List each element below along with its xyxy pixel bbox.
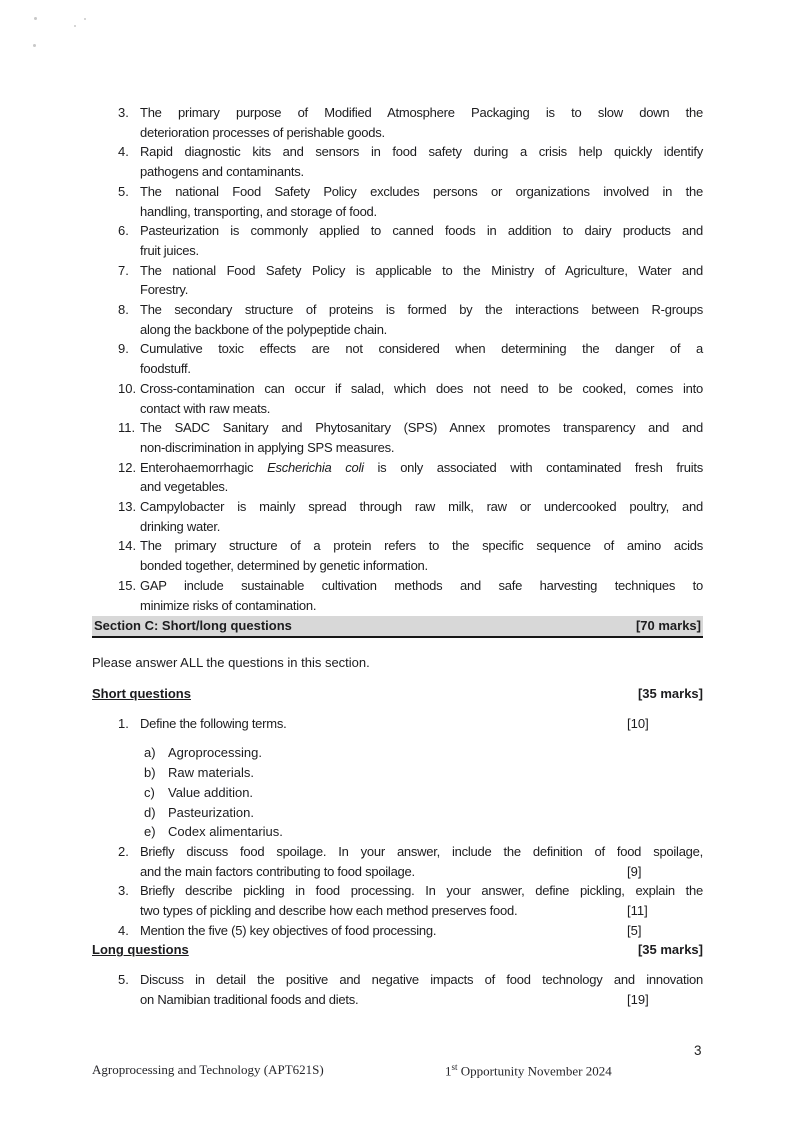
sub-item-text: Agroprocessing. [168, 745, 262, 761]
item-line: The national Food Safety Policy excludes persons or organizations involved in the [140, 183, 703, 199]
item-line: GAP include sustainable cultivation methods and safe harvesting techniques to [140, 577, 703, 593]
item-line: The national Food Safety Policy is applicable to the Ministry of Agriculture, Water and [140, 262, 703, 278]
item-line: and vegetables. [140, 479, 229, 495]
list-item [118, 970, 703, 1009]
scan-speck [84, 18, 86, 20]
item-line: drinking water. [140, 518, 221, 534]
item-line: The secondary structure of proteins is formed by the interactions between R-groups [140, 302, 703, 318]
item-line: The SADC Sanitary and Phytosanitary (SPS) Annex promotes transparency and and [140, 420, 703, 436]
item-line: deterioration processes of perishable goods. [140, 124, 385, 140]
long-questions-heading: Long questions [92, 942, 189, 958]
sub-item-letter: e) [144, 824, 156, 840]
item-body [140, 576, 703, 615]
item-body [140, 300, 703, 339]
list-item [118, 418, 703, 457]
item-body [140, 497, 703, 536]
marks-value: [10] [627, 715, 649, 731]
sub-item-letter: b) [144, 765, 156, 781]
footer-course: Agroprocessing and Technology (APT621S) [92, 1062, 324, 1077]
list-item [118, 714, 703, 842]
scan-speck [74, 25, 76, 27]
item-body [140, 536, 703, 575]
item-line: foodstuff. [140, 361, 191, 377]
list-item [118, 261, 703, 300]
item-body [140, 881, 703, 920]
item-line: contact with raw meats. [140, 400, 271, 416]
item-line: Briefly discuss food spoilage. In your answer, include the definition of food spoilage, [140, 843, 703, 859]
scan-speck [34, 17, 37, 20]
item-line: Campylobacter is mainly spread through raw milk, raw or undercooked poultry, and [140, 499, 703, 515]
item-number: 4. [118, 922, 129, 938]
footer-session [445, 1062, 612, 1079]
item-body [140, 418, 703, 457]
item-line: two types of pickling and describe how each method preserves food. [11] [140, 901, 703, 921]
item-line: along the backbone of the polypeptide chain. [140, 321, 388, 337]
item-number: 7. [118, 262, 129, 278]
list-item [118, 142, 703, 181]
section-instruction: Please answer ALL the questions in this section. [92, 655, 370, 671]
sub-items [144, 743, 703, 842]
item-body [140, 221, 703, 260]
marks-value: [19] [627, 991, 649, 1007]
item-number: 13. [118, 499, 137, 515]
item-number: 6. [118, 223, 129, 239]
sub-item-letter: c) [144, 784, 155, 800]
item-number: 12. [118, 459, 137, 475]
list-item [118, 921, 703, 941]
list-item [118, 458, 703, 497]
item-body [140, 182, 703, 221]
italic-term: Escherichia coli [267, 459, 364, 475]
item-line: minimize risks of contamination. [140, 597, 317, 613]
item-body [140, 921, 703, 941]
item-line: fruit juices. [140, 242, 199, 258]
item-body [140, 970, 703, 1009]
item-line: Forestry. [140, 282, 189, 298]
short-questions-heading: Short questions [92, 685, 191, 701]
short-questions-marks: [35 marks] [637, 685, 703, 701]
item-line: on Namibian traditional foods and diets. [19] [140, 990, 703, 1010]
sub-item [144, 763, 703, 783]
long-questions-list [118, 970, 703, 1009]
item-body [140, 339, 703, 378]
item-line: bonded together, determined by genetic information. [140, 558, 428, 574]
item-number: 2. [118, 843, 129, 859]
item-line: Mention the five (5) key objectives of food processing. [5] [140, 921, 703, 941]
sub-item-letter: d) [144, 804, 156, 820]
item-body [140, 142, 703, 181]
item-line: Cumulative toxic effects are not considered when determining the danger of a [140, 341, 703, 357]
list-item [118, 881, 703, 920]
sub-item [144, 743, 703, 763]
item-line: Rapid diagnostic kits and sensors in food safety during a crisis help quickly identify [140, 144, 703, 160]
item-number: 1. [118, 715, 129, 731]
list-item [118, 300, 703, 339]
item-body [140, 261, 703, 300]
list-item [118, 842, 703, 881]
item-body [140, 103, 703, 142]
section-c-header [92, 616, 703, 638]
scan-speck [33, 44, 36, 47]
sub-item-letter: a) [144, 745, 156, 761]
item-number: 3. [118, 883, 129, 899]
page-number: 3 [694, 1043, 702, 1058]
sub-item [144, 803, 703, 823]
list-item [118, 221, 703, 260]
item-body [140, 379, 703, 418]
page-content [92, 103, 703, 1010]
item-number: 5. [118, 972, 129, 988]
sub-item-text: Value addition. [168, 784, 254, 800]
sub-item [144, 783, 703, 803]
sub-item [144, 822, 703, 842]
item-number: 4. [118, 144, 129, 160]
item-line: Discuss in detail the positive and negative impacts of food technology and innovation [140, 972, 703, 988]
item-line: The primary structure of a protein refers to the specific sequence of amino acids [140, 538, 703, 554]
footer-session-number: 1 [445, 1063, 452, 1079]
sub-item-text: Raw materials. [168, 765, 254, 781]
item-number: 3. [118, 105, 129, 120]
item-body [140, 842, 703, 881]
marks-value: [5] [627, 922, 642, 938]
short-questions-list [118, 714, 703, 941]
list-item [118, 536, 703, 575]
item-line: non-discrimination in applying SPS measures. [140, 439, 395, 455]
item-number: 9. [118, 341, 129, 357]
list-item [118, 182, 703, 221]
item-number: 15. [118, 577, 137, 593]
marks-value: [9] [627, 863, 642, 879]
item-body [140, 458, 703, 497]
item-line: Define the following terms. [10] [140, 714, 703, 734]
section-c-title: Section C: Short/long questions [94, 618, 292, 634]
section-c-marks: [70 marks] [635, 618, 701, 634]
list-item [118, 379, 703, 418]
marks-value: [11] [627, 903, 648, 919]
short-questions-heading-row [92, 684, 703, 704]
item-line: Cross-contamination can occur if salad, which does not need to be cooked, comes into [140, 380, 703, 396]
item-line: Enterohaemorrhagic Escherichia coli is only associated with contaminated fresh fruits [140, 459, 703, 475]
true-false-statements-list [118, 103, 703, 615]
item-line: Pasteurization is commonly applied to canned foods in addition to dairy products and [140, 223, 703, 239]
item-line: pathogens and contaminants. [140, 164, 304, 180]
footer-session-text: Opportunity November 2024 [457, 1063, 612, 1079]
list-item [118, 103, 703, 142]
item-line: The primary purpose of Modified Atmosphere Packaging is to slow down the [140, 105, 703, 120]
sub-item-text: Pasteurization. [168, 804, 254, 820]
item-number: 5. [118, 183, 129, 199]
item-number: 11. [118, 420, 136, 436]
long-questions-marks: [35 marks] [637, 942, 703, 958]
item-number: 10. [118, 380, 137, 396]
footer-session-ordinal: st [451, 1062, 458, 1072]
item-line: handling, transporting, and storage of food. [140, 203, 377, 219]
item-number: 14. [118, 538, 137, 554]
long-questions-heading-row [92, 940, 703, 960]
item-number: 8. [118, 302, 129, 318]
list-item [118, 339, 703, 378]
list-item [118, 497, 703, 536]
sub-item-text: Codex alimentarius. [168, 824, 283, 840]
item-line: Briefly describe pickling in food processing. In your answer, define pickling, explain the [140, 883, 703, 899]
item-line: and the main factors contributing to food spoilage. [9] [140, 862, 703, 882]
list-item [118, 576, 703, 615]
item-body [140, 714, 703, 842]
